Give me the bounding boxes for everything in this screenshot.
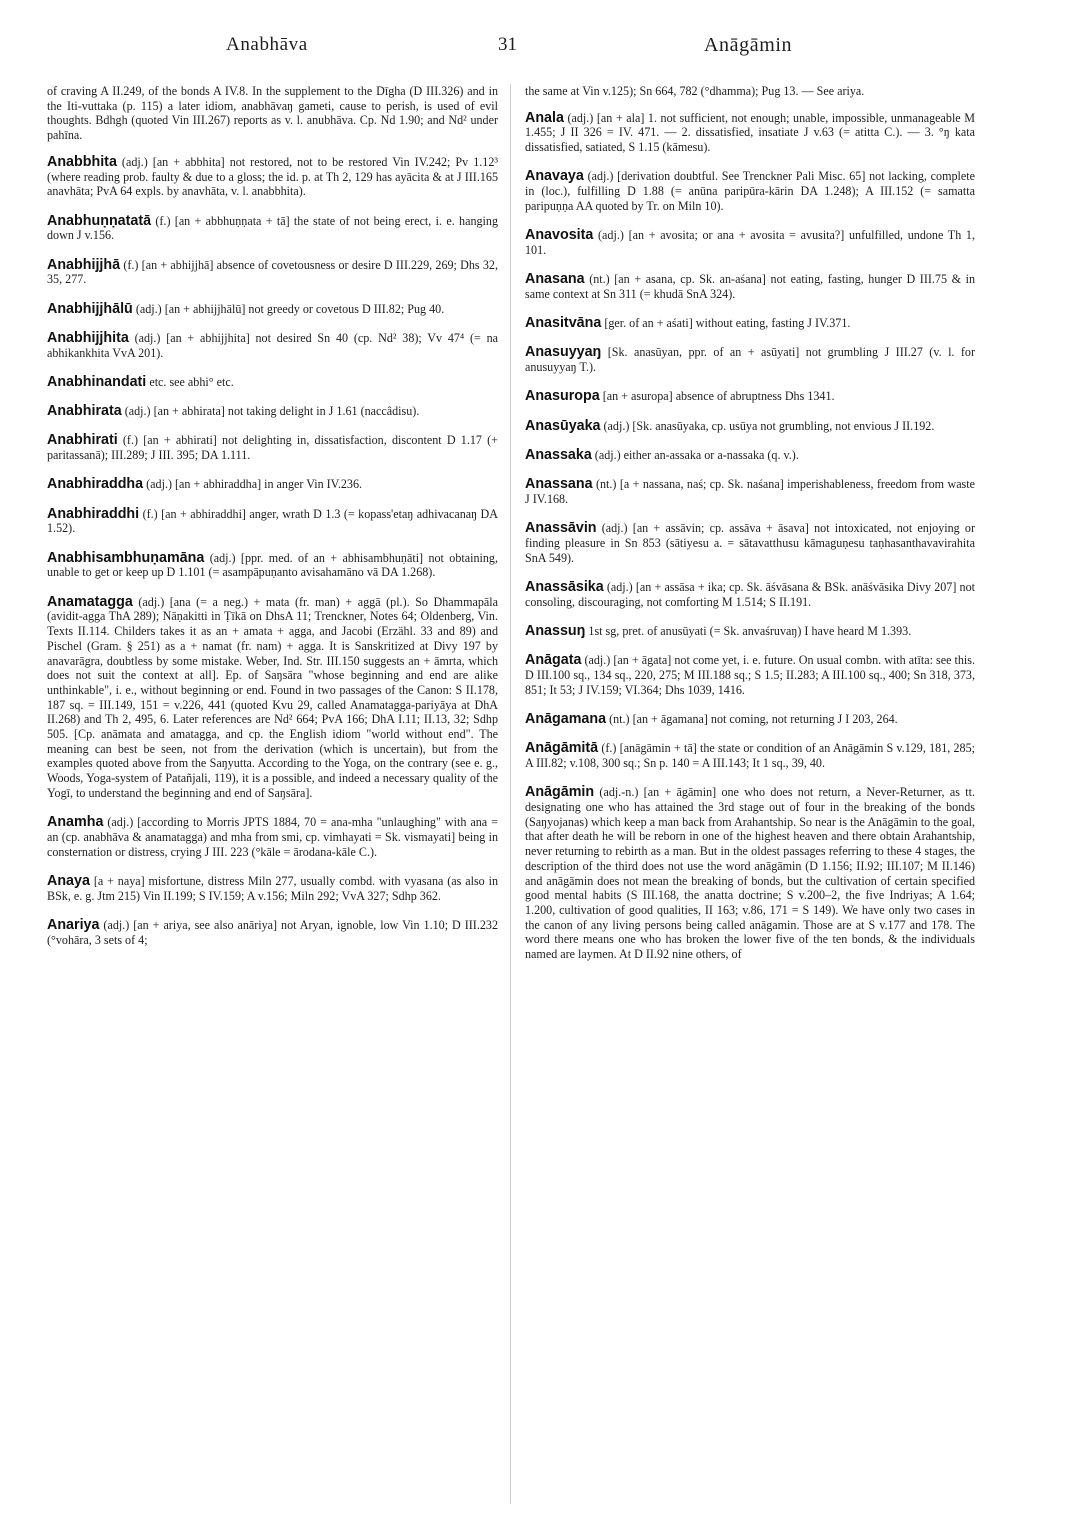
entry-headword: Anasitvāna: [525, 315, 602, 332]
left-guide-word: Anabhāva: [226, 34, 308, 55]
entry-headword: Anabhiraddha: [47, 476, 144, 493]
dictionary-entry: [47, 551, 498, 580]
dictionary-entry: [525, 785, 975, 961]
entry-text: (adj.) [an + āgata] not come yet, i. e. future. On usual combn. with atīta: see this. D III.100 sq., 134 sq., 220, 275; M III.188 sq.; S 1.5; II.283; A III.100 sq., 400; Sn 318, 373, 851; It 53; J IV.159; VI.364; Dhs 1039, 1416.: [525, 653, 975, 697]
entry-text: of craving A II.249, of the bonds A IV.8. In the supplement to the Dīgha (D III.326) and in the Iti-vuttaka (p. 115) a later idiom, anabhāvaŋ gameti, cause to perish, is used of evil thoughts. Bdhgh (quoted Vin III.267) reports as v. l. anubhāva. Cp. Nd 1.90; and Nd² under pahīna.: [47, 84, 498, 143]
entry-headword: Anabhirati: [47, 432, 118, 449]
dictionary-entry: [525, 712, 975, 727]
entry-headword: Anabhisambhuṇamāna: [47, 549, 205, 566]
entry-text: (adj.) [ppr. med. of an + abhisambhuṇāti] not obtaining, unable to get or keep up D 1.101 (= asampāpuṇanto avisahamāno vā DA 1.268).: [47, 550, 498, 580]
entry-headword: Anassaka: [525, 447, 592, 463]
entry-text: (f.) [an + abhijjhā] absence of covetousness or desire D III.229, 269; Dhs 32, 35, 277.: [47, 257, 498, 287]
entry-text: [Sk. anasūyan, ppr. of an + asūyati] not grumbling J III.27 (v. l. for anusuyyaŋ T.).: [525, 345, 975, 375]
dictionary-entry: [47, 433, 498, 462]
entry-headword: Anasuropa: [525, 388, 600, 405]
dictionary-entry: [525, 169, 975, 213]
entry-text: (adj.) [according to Morris JPTS 1884, 70 = ana-mha "unlaughing" with ana = an (cp. anabhāva & anamatagga) and mha from smi, cp. vimhayati = Sk. vismayati] being in consternation or distress, crying J III. 223 (°kāle = ārodana-kāle C.).: [47, 815, 498, 859]
dictionary-entry: [525, 448, 975, 463]
entry-headword: Anavosita: [525, 227, 594, 244]
entry-text: (nt.) [an + asana, cp. Sk. an-aśana] not eating, fasting, hunger D III.75 & in same context at Sn 311 (= khudā SnA 324).: [525, 272, 975, 301]
entry-text: (nt.) [a + nassana, naś; cp. Sk. naśana] imperishableness, freedom from waste J IV.168.: [525, 477, 975, 506]
entry-headword: Anabhinandati: [47, 373, 147, 390]
dictionary-entry: [525, 419, 975, 434]
entry-text: the same at Vin v.125); Sn 664, 782 (°dhamma); Pug 13. — See ariya.: [525, 84, 865, 98]
dictionary-entry: [525, 624, 975, 639]
entry-headword: Anasūyaka: [525, 417, 601, 434]
dictionary-entry: [525, 272, 975, 301]
entry-headword: Anasuyyaŋ: [525, 344, 602, 361]
entry-text: 1st sg, pret. of anusūyati (= Sk. anvaśruvaŋ) I have heard M 1.393.: [588, 624, 912, 638]
page-header: [0, 34, 1073, 68]
entry-text: (adj.) [an + abhirata] not taking delight in J 1.61 (naccâdisu).: [124, 404, 420, 419]
entry-headword: Anassāvin: [525, 520, 597, 537]
dictionary-entry: [47, 918, 498, 947]
entry-text: (f.) [an + abhirati] not delighting in, dissatisfaction, discontent D 1.17 (+ paritassanā); III.289; J III. 395; DA 1.111.: [47, 433, 498, 463]
dictionary-entry: [47, 507, 498, 536]
entry-headword: Anāgata: [525, 652, 582, 669]
continued-entry: [47, 84, 498, 143]
dictionary-entry: [525, 580, 975, 609]
entry-text: [a + naya] misfortune, distress Miln 277, usually combd. with vyasana (as also in BSk, e. g. Jtm 215) Vin II.199; S IV.159; A v.156; Miln 292; VvA 327; Sdhp 362.: [47, 873, 499, 903]
dictionary-entry: [47, 302, 498, 317]
entry-text: (adj.) [Sk. anasūyaka, cp. usūya not grumbling, not envious J II.192.: [603, 418, 935, 433]
dictionary-entry: [525, 111, 975, 155]
entry-headword: Anabbhita: [47, 153, 117, 170]
entry-headword: Anāgāmitā: [525, 740, 599, 757]
entry-text: (f.) [an + abbhuṇṇata + tā] the state of not being erect, i. e. hanging down J v.156.: [47, 213, 498, 243]
entry-headword: Anariya: [47, 916, 100, 933]
entry-headword: Anabhijjhālū: [47, 300, 133, 317]
page-number: 31: [498, 34, 517, 55]
entry-headword: Anāgamana: [525, 711, 607, 727]
left-column: [47, 84, 498, 962]
entry-headword: Anassana: [525, 476, 593, 493]
entry-text: (adj.-n.) [an + āgāmin] one who does not return, a Never-Returner, as tt. designating one who has attained the 3rd stage out of four in the breaking of the bonds (Saŋyojanas) which keep a man back from Arahantship. So near is the Anāgāmin to the goal, that after death he will be reborn in one of the highest heaven and there obtain Arahantship, never returning to rebirth as a man. But in the oldest passages referring to these 4 stages, the description of the third does not use the word anāgāmin (D 1.156; II.92; III.107; M II.146) and anāgāmin does not mean the breaking of bonds, but the cultivation of certain specified good mental habits (S III.168, the anatta doctrine; S v.200–2, the five Indriyas; A 1.64; 1.200, cultivation of good qualities, II 163; v.86, 171 = S 149). We have only two cases in the canon of any living persons being called anāgamin. Those are at S v.177 and 178. The word there means one who has broken the lower five of the ten bonds, & the individuals named are laymen. At D II.92 nine others, of: [525, 785, 975, 962]
entry-headword: Anamha: [47, 814, 104, 831]
dictionary-entry: [47, 404, 498, 419]
entry-headword: Anamatagga: [47, 593, 133, 610]
entry-text: (adj.) either an-assaka or a-nassaka (q. v.).: [594, 448, 799, 462]
entry-headword: Anala: [525, 109, 564, 126]
dictionary-entry: [525, 653, 975, 697]
entry-text: etc. see abhi° etc.: [149, 374, 234, 389]
entry-headword: Anavaya: [525, 168, 584, 185]
dictionary-entry: [525, 345, 975, 374]
dictionary-entry: [525, 477, 975, 506]
entry-text: (nt.) [an + āgamana] not coming, not returning J I 203, 264.: [609, 712, 898, 726]
continued-entry: [525, 84, 975, 99]
entry-text: (adj.) [ana (= a neg.) + mata (fr. man) + aggā (pl.). So Dhammapāla (avidit-agga ThA 289); Nāṇakitti in Ṭīkā on DhsA 11; Trenckner, Notes 64; Oldenberg, Vin. Texts II.114. Childers takes it as an + amata + agga, and Jacobi (Erzähl. 33 and 89) and Pischel (Gram. § 251) as a + namat (fr. nam) + agga. It is Sanskritized at Divy 197 by anavarāgra, doubtless by some mistake. Weber, Ind. Str. III.150 suggests an + āmrta, which does not suit the context at all]. Ep. of Saŋsāra "whose beginning and end are alike unthinkable", i. e., without beginning or end. Found in two passages of the Canon: S II.178, 187 sq. = III.149, 151 = v.226, 441 (quoted Kvu 29, called Anamatagga-pariyāya at DhA II.268) and Th 2, 495, 6. Later references are Nd² 664; PvA 166; DhA I.11; II.13, 32; Sdhp 505. [Cp. anāmata and amatagga, and cp. the English idiom "world without end". The meaning can best be seen, not from the derivation (which is uncertain), but from the examples quoted above from the Saŋyutta. According to the Yoga, on the contrary (see e. g., Woods, Yoga-system of Patañjali, 119), it is a possible, and indeed a necessary quality of the Yogī, to understand the beginning and end of Saŋsāra].: [47, 594, 498, 800]
dictionary-entry: [47, 477, 498, 492]
dictionary-entry: [525, 521, 975, 565]
dictionary-entry: [525, 316, 975, 331]
dictionary-entry: [525, 389, 975, 404]
dictionary-entry: [525, 741, 975, 770]
entry-text: (adj.) [an + abhijjhita] not desired Sn 40 (cp. Nd² 38); Vv 47⁴ (= na abhikankhita VvA 201).: [47, 330, 498, 360]
dictionary-entry: [525, 228, 975, 257]
entry-headword: Anabhijjhita: [47, 329, 129, 346]
entry-headword: Anabhijjhā: [47, 256, 121, 273]
entry-headword: Anāgāmin: [525, 784, 595, 801]
right-column: [525, 84, 975, 976]
entry-text: (adj.) [derivation doubtful. See Trenckner Pali Misc. 65] not lacking, complete in (loc.), fulfilling D 1.88 (= anūna paripūra-kārin DA 1.248); A III.152 (= samatta paripuṇṇa AA quoted by Tr. on Miln 10).: [525, 169, 975, 213]
entry-text: (adj.) [an + ala] 1. not sufficient, not enough; unable, impossible, unmanageable M 1.455; J II 326 = IV. 471. — 2. dissatisfied, insatiate J v.63 (= atitta C.). — 3. °ŋ kata dissatisfied, satiated, S 1.15 (kāmesu).: [525, 110, 975, 155]
entry-text: (adj.) [an + assāsa + ika; cp. Sk. āśvāsana & BSk. anāśvāsika Divy 207] not consoling, discouraging, not comforting M 1.514; S II.191.: [525, 580, 975, 609]
entry-text: (adj.) [an + abbhita] not restored, not to be restored Vin IV.242; Pv 1.12³ (where reading prob. faulty & due to a gloss; the id. p. at Th 2, 129 has ayācita & at J III.165 anavhāta; PvA 64 expls. by anavhāta, v. l. anabbhita).: [47, 154, 498, 199]
dictionary-entry: [47, 815, 498, 859]
dictionary-entry: [47, 155, 498, 199]
entry-headword: Anaya: [47, 872, 90, 889]
dictionary-entry: [47, 375, 498, 390]
entry-text: (adj.) [an + ariya, see also anāriya] not Aryan, ignoble, low Vin 1.10; D III.232 (°vohāra, 3 sets of 4;: [47, 917, 498, 947]
dictionary-entry: [47, 331, 498, 360]
column-divider: [510, 84, 511, 1504]
entry-text: [ger. of an + aśati] without eating, fasting J IV.371.: [604, 316, 851, 331]
entry-text: (adj.) [an + assāvin; cp. assāva + āsava] not intoxicated, not enjoying or finding pleasure in Sn 853 (sātiyesu a. = sātavatthusu kāmaguṇesu taṇhasanthavavirahita SnA 549).: [525, 521, 975, 565]
entry-headword: Anabhiraddhi: [47, 505, 140, 522]
entry-text: (adj.) [an + abhijjhālū] not greedy or covetous D III.82; Pug 40.: [135, 301, 445, 316]
entry-text: (f.) [an + abhiraddhi] anger, wrath D 1.3 (= kopass'etaŋ adhivacanaŋ DA 1.52).: [47, 506, 499, 536]
dictionary-entry: [47, 214, 498, 243]
dictionary-entry: [47, 874, 498, 903]
entry-headword: Anassuŋ: [525, 623, 586, 639]
entry-headword: Anabhuṇṇatatā: [47, 212, 152, 229]
entry-text: (adj.) [an + avosita; or ana + avosita = avusita?] unfulfilled, undone Th 1, 101.: [525, 228, 975, 257]
entry-text: (adj.) [an + abhiraddha] in anger Vin IV.236.: [146, 477, 363, 492]
entry-headword: Anassāsika: [525, 579, 604, 595]
right-guide-word: Anāgāmin: [704, 34, 793, 56]
entry-text: [an + asuropa] absence of abruptness Dhs 1341.: [602, 389, 835, 404]
entry-text: (f.) [anāgāmin + tā] the state or condition of an Anāgāmin S v.129, 181, 285; A III.82; v.108, 300 sq.; Sn p. 140 = A III.143; It 1 sq., 39, 40.: [525, 741, 975, 770]
entry-headword: Anasana: [525, 271, 585, 288]
dictionary-entry: [47, 595, 498, 801]
entry-headword: Anabhirata: [47, 403, 122, 420]
dictionary-entry: [47, 258, 498, 287]
